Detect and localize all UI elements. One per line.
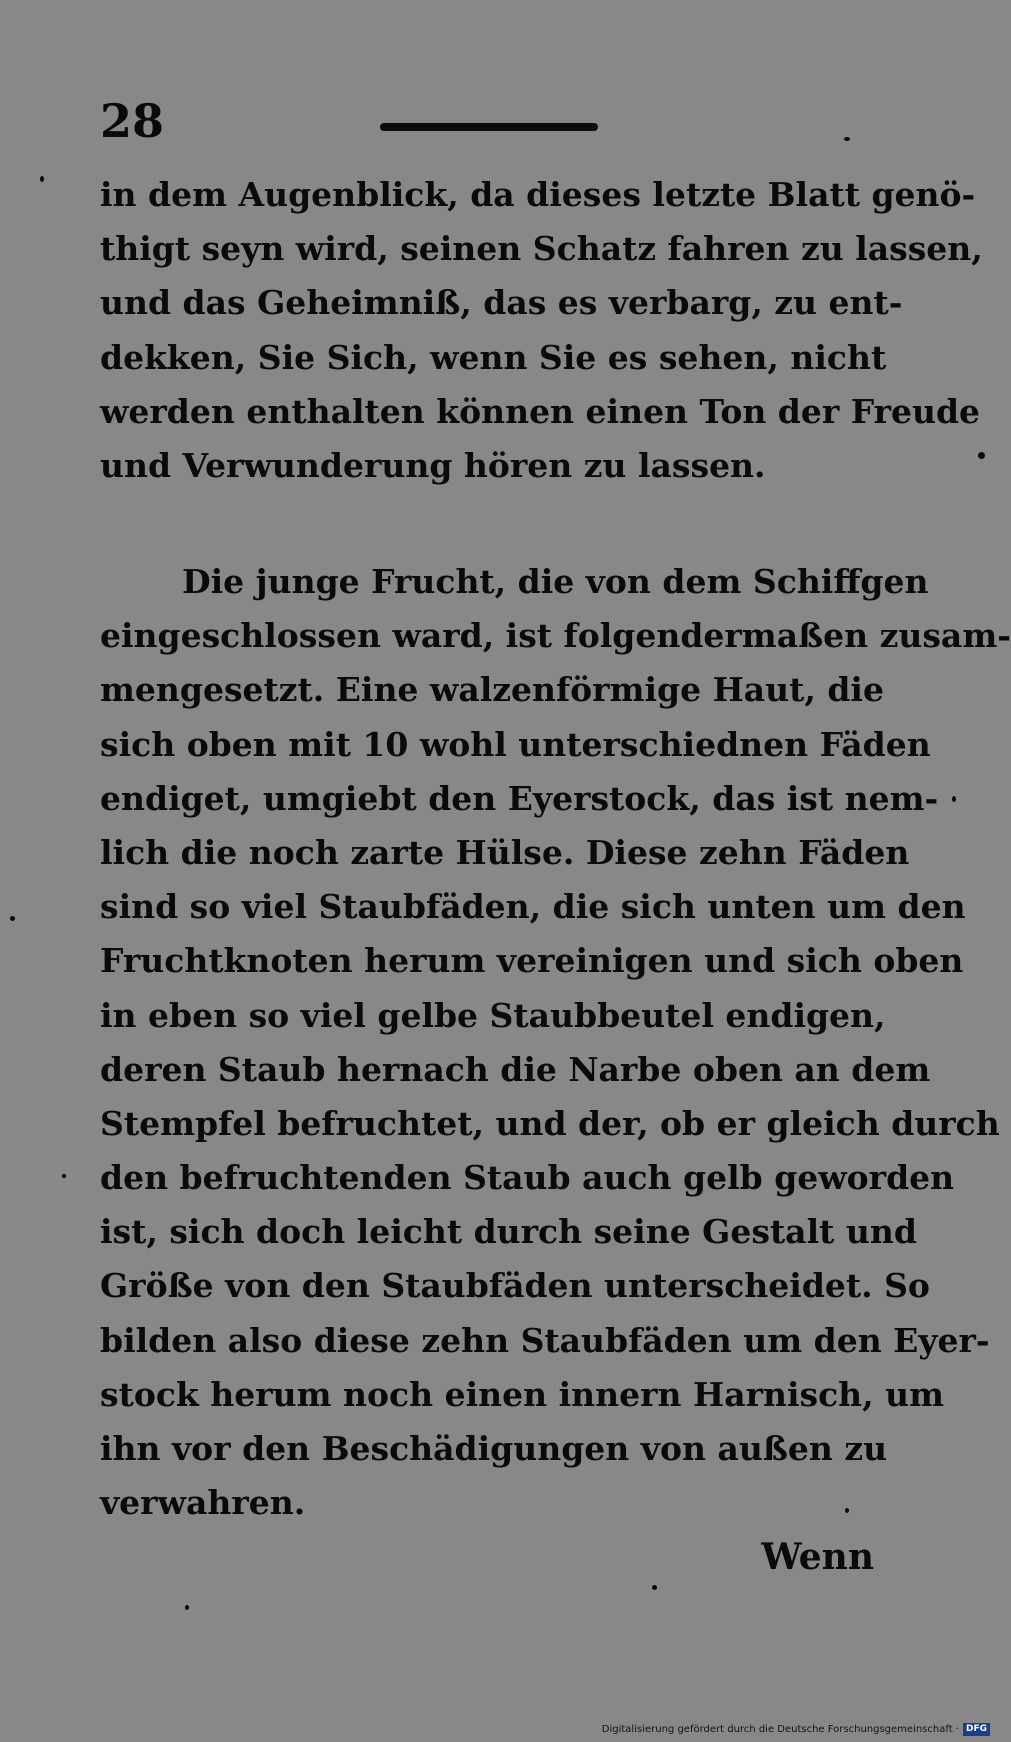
text-line: mengesetzt. Eine walzenförmige Haut, die xyxy=(100,670,884,710)
scan-speck xyxy=(978,452,985,459)
scan-speck xyxy=(10,916,15,921)
scan-speck xyxy=(40,176,44,182)
text-line: in dem Augenblick, da dieses letzte Blatt genö- xyxy=(100,175,976,214)
scan-speck xyxy=(62,1174,66,1178)
scan-speck xyxy=(952,796,956,802)
text-line: ist, sich doch leicht durch seine Gestalt und xyxy=(100,1212,917,1252)
text-line: sind so viel Staubfäden, die sich unten um den xyxy=(100,887,966,927)
scan-speck xyxy=(652,1585,657,1590)
paragraph-2 xyxy=(100,555,1011,1530)
catchword: Wenn xyxy=(761,1536,874,1578)
text-line: den befruchtenden Staub auch gelb geworden xyxy=(100,1158,955,1198)
scan-speck xyxy=(185,1605,189,1610)
text-line: Fruchtknoten herum vereinigen und sich oben xyxy=(100,941,964,981)
page-header xyxy=(0,0,1000,160)
dfg-logo: DFG xyxy=(963,1723,990,1736)
text-line: dekken, Sie Sich, wenn Sie es sehen, nicht xyxy=(100,337,887,377)
text-line: thigt seyn wird, seinen Schatz fahren zu lassen, xyxy=(100,229,983,269)
text-line: ihn vor den Beschädigungen von außen zu xyxy=(100,1429,888,1468)
text-line: stock herum noch einen innern Harnisch, um xyxy=(100,1374,945,1414)
page-number: 28 xyxy=(100,94,165,148)
text-line: endiget, umgiebt den Eyerstock, das ist nem- xyxy=(100,778,939,818)
text-line: verwahren. xyxy=(100,1483,306,1523)
credit-text: Digitalisierung gefördert durch die Deutsche Forschungsgemeinschaft · xyxy=(601,1724,959,1735)
paragraph-1 xyxy=(100,168,983,493)
text-line: in eben so viel gelbe Staubbeutel endigen, xyxy=(100,995,886,1035)
text-line: und das Geheimniß, das es verbarg, zu ent- xyxy=(100,283,903,323)
text-line: deren Staub hernach die Narbe oben an dem xyxy=(100,1049,931,1089)
scan-speck xyxy=(845,1508,849,1513)
text-line: lich die noch zarte Hülse. Diese zehn Fäden xyxy=(100,832,910,872)
digitization-credit xyxy=(602,1723,990,1736)
text-line: Größe von den Staubfäden unterscheidet. So xyxy=(100,1266,930,1306)
text-line: Stempfel befruchtet, und der, ob er gleich durch xyxy=(100,1103,1000,1143)
text-line: sich oben mit 10 wohl unterschiednen Fäden xyxy=(100,724,931,764)
scan-speck xyxy=(844,137,850,141)
text-line: und Verwunderung hören zu lassen. xyxy=(100,445,766,485)
header-rule xyxy=(380,123,598,131)
text-line: Die junge Frucht, die von dem Schiffgen xyxy=(182,562,929,601)
text-line: werden enthalten können einen Ton der Freude xyxy=(100,391,981,431)
text-line: eingeschlossen ward, ist folgendermaßen zusam- xyxy=(100,616,1011,656)
text-line: bilden also diese zehn Staubfäden um den Eyer- xyxy=(100,1320,990,1360)
